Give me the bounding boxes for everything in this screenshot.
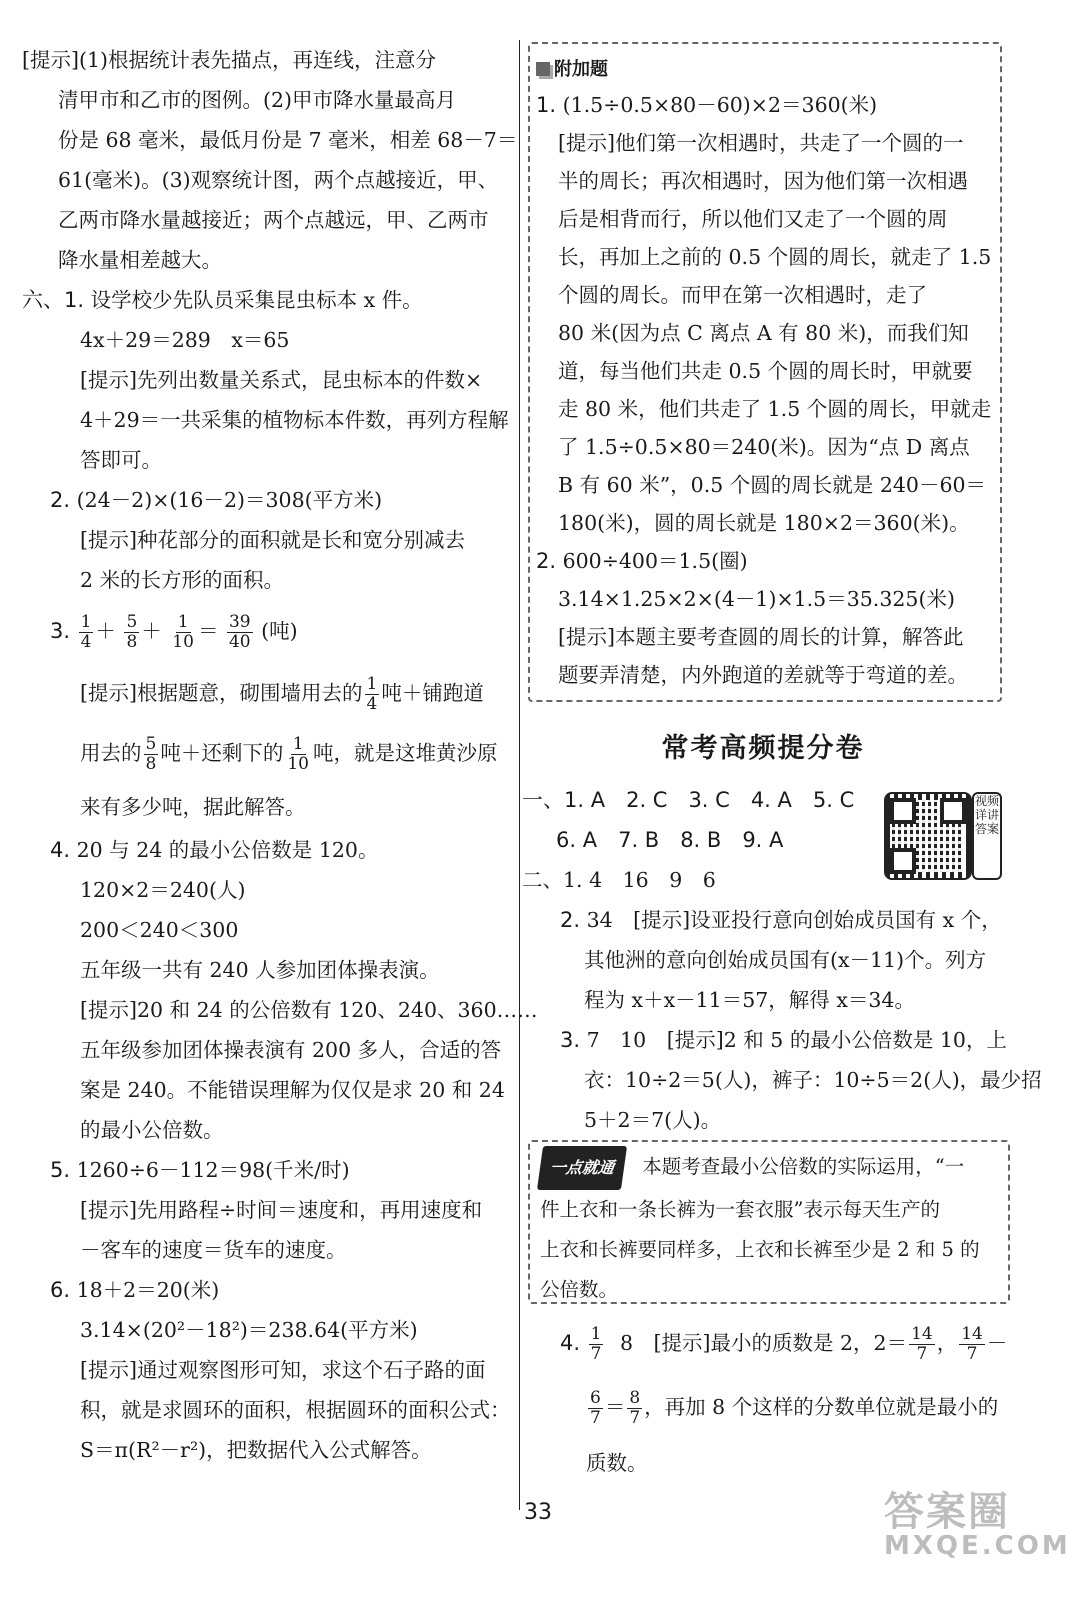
fraction: $\frac{1}{4}$ bbox=[366, 674, 378, 714]
text-line: [提示]先列出数量关系式，昆虫标本的件数× bbox=[80, 368, 483, 392]
fraction: $\frac{8}{7}$ bbox=[629, 1388, 641, 1428]
fraction: $\frac{39}{40}$ bbox=[228, 612, 251, 652]
text-line: 4＋29＝一共采集的植物标本件数，再列方程解 bbox=[80, 408, 509, 432]
tip-text: 上衣和长裤要同样多，上衣和长裤至少是 2 和 5 的 bbox=[540, 1238, 980, 1261]
text-line: S＝π(R²－r²)，把数据代入公式解答。 bbox=[80, 1438, 432, 1462]
watermark-url: MXQE.COM bbox=[884, 1531, 1071, 1561]
text-line: [提示]通过观察图形可知，求这个石子路的面 bbox=[80, 1358, 486, 1382]
text-line: 的最小公倍数。 bbox=[80, 1118, 224, 1142]
tip-content bbox=[540, 1146, 1000, 1310]
text-line: 半的周长；再次相遇时，因为他们第一次相遇 bbox=[558, 169, 968, 193]
text-line: 了 1.5÷0.5×80＝240(米)。因为“点 D 离点 bbox=[558, 435, 970, 459]
text-line: 五年级参加团体操表演有 200 多人，合适的答 bbox=[80, 1038, 502, 1062]
answer-label: 2. bbox=[50, 488, 71, 512]
answer-6 bbox=[22, 1270, 514, 1310]
qr-corner bbox=[940, 798, 966, 824]
text-line: 道，每当他们共走 0.5 个圆的周长时，甲就要 bbox=[558, 359, 973, 383]
text-line: 180(米)，圆的周长就是 180×2＝360(米)。 bbox=[558, 511, 970, 535]
section-answers bbox=[522, 780, 882, 900]
text-line: 乙两市降水量越接近；两个点越远，甲、乙两市 bbox=[58, 208, 489, 232]
page-number: 33 bbox=[524, 1500, 552, 1525]
qr-corner bbox=[890, 848, 916, 874]
tip-text: 公倍数。 bbox=[540, 1278, 619, 1301]
text-line: B 有 60 米”，0.5 个圆的周长就是 240－60＝ bbox=[558, 473, 987, 497]
text-line: 3.14×1.25×2×(4－1)×1.5＝35.325(米) bbox=[558, 587, 955, 611]
fraction: $\frac{1}{10}$ bbox=[172, 612, 194, 652]
text-span: ，再加 8 个这样的分数单位就是最小的 bbox=[644, 1395, 999, 1419]
text-line: 降水量相差越大。 bbox=[58, 248, 222, 272]
text-line: [提示]先用路程÷时间＝速度和，再用速度和 bbox=[80, 1198, 483, 1222]
text-line: 其他洲的意向创始成员国有(x－11)个。列方 bbox=[584, 948, 987, 972]
qr-corner bbox=[890, 798, 916, 824]
text-line: 4x＋29＝289 x＝65 bbox=[80, 328, 290, 352]
answer-text: 设学校少先队员采集昆虫标本 x 件。 bbox=[90, 288, 423, 312]
text-line: 后是相背而行，所以他们又走了一个圆的周 bbox=[558, 207, 948, 231]
right-column bbox=[536, 52, 1036, 694]
fraction: $\frac{1}{4}$ bbox=[80, 612, 92, 652]
text-span: 吨＋铺跑道 bbox=[381, 681, 484, 705]
text-line: 120×2＝240(人) bbox=[80, 878, 246, 902]
answer-label: 4. bbox=[50, 838, 71, 862]
answer-text: 18＋2＝20(米) bbox=[76, 1278, 220, 1302]
text-line: 来有多少吨，据此解答。 bbox=[80, 795, 306, 819]
text-line: 80 米(因为点 C 离点 A 有 80 米)，而我们知 bbox=[558, 321, 969, 345]
section-answers-2 bbox=[560, 900, 1042, 1140]
text-line: 积，就是求圆环的面积，根据圆环的面积公式： bbox=[80, 1398, 511, 1422]
text-line: －客车的速度＝货车的速度。 bbox=[80, 1238, 347, 1262]
text-line: [提示]20 和 24 的公倍数有 120、240、360…… bbox=[80, 998, 538, 1022]
answer-text: 1260÷6－112＝98(千米/时) bbox=[76, 1158, 350, 1182]
answer-text: (24－2)×(16－2)＝308(平方米) bbox=[76, 488, 383, 512]
text-line: 质数。 bbox=[586, 1451, 648, 1475]
text-line: [提示]他们第一次相遇时，共走了一个圆的一 bbox=[558, 131, 964, 155]
fraction: $\frac{14}{7}$ bbox=[961, 1324, 983, 1364]
text-line: 题要弄清楚，内外跑道的差就等于弯道的差。 bbox=[558, 663, 968, 687]
text-line: 清甲市和乙市的图例。(2)甲市降水量最高月 bbox=[58, 88, 457, 112]
qr-code[interactable] bbox=[884, 792, 972, 880]
text-span: [提示]根据题意，砌围墙用去的 bbox=[80, 681, 363, 705]
answer-label: 六、1. bbox=[22, 288, 85, 312]
answer-5 bbox=[22, 1150, 514, 1190]
answer-3 bbox=[560, 1020, 1020, 1060]
answer-4: 4. $\frac{1}{7}$ 8 [提示]最小的质数是 2，2＝ $\frac{14}{7}$ ， $\frac{14}{7}$ － bbox=[560, 1324, 1008, 1364]
text-line: 个圆的周长。而甲在第一次相遇时，走了 bbox=[558, 283, 927, 307]
fraction: $\frac{1}{7}$ bbox=[590, 1324, 602, 1364]
answer-6-1 bbox=[22, 280, 514, 320]
watermark-logo-text: 答案圈 bbox=[884, 1489, 1010, 1535]
fraction: $\frac{6}{7}$ bbox=[590, 1388, 601, 1428]
text-line: 案是 240。不能错误理解为仅仅是求 20 和 24 bbox=[80, 1078, 505, 1102]
text-line: 200＜240＜300 bbox=[80, 918, 239, 942]
answer-4 bbox=[22, 830, 514, 870]
bonus-header bbox=[536, 52, 1036, 86]
bonus-q2 bbox=[536, 542, 1036, 580]
text-line: 61(毫米)。(3)观察统计图，两个点越接近，甲、 bbox=[58, 168, 499, 192]
text-span: 8 [提示]最小的质数是 2，2＝ bbox=[619, 1331, 908, 1355]
answer-label: 5. bbox=[50, 1158, 71, 1182]
text-line: 答即可。 bbox=[80, 448, 162, 472]
fraction: $\frac{5}{8}$ bbox=[145, 734, 157, 774]
answer-2 bbox=[560, 900, 1020, 940]
watermark bbox=[884, 1480, 1071, 1561]
text-line: [提示]本题主要考查圆的周长的计算，解答此 bbox=[558, 625, 964, 649]
text-line: 长，再加上之前的 0.5 个圆的周长，就走了 1.5 bbox=[558, 245, 992, 269]
answer-label: 1. bbox=[536, 93, 557, 117]
answer-text: 20 与 24 的最小公倍数是 120。 bbox=[76, 838, 379, 862]
text-line: 五年级一共有 240 人参加团体操表演。 bbox=[80, 958, 440, 982]
answer-label: 6. bbox=[50, 1278, 71, 1302]
qr-label: 视频详讲答案 bbox=[972, 792, 1002, 880]
answer-row: 二、1. 4 16 9 6 bbox=[522, 868, 716, 892]
text-line: 程为 x＋x－11＝57，解得 x＝34。 bbox=[584, 988, 915, 1012]
text-line: [提示](1)根据统计表先描点，再连线，注意分 bbox=[22, 48, 437, 72]
text-span: 吨，就是这堆黄沙原 bbox=[312, 741, 498, 765]
text-line: [提示]种花部分的面积就是长和宽分别减去 bbox=[80, 528, 465, 552]
fraction: $\frac{14}{7}$ bbox=[911, 1324, 933, 1364]
column-divider bbox=[519, 40, 520, 1510]
text-line: 走 80 米，他们共走了 1.5 个圆的周长，甲就走 bbox=[558, 397, 992, 421]
square-icon bbox=[536, 62, 550, 76]
text-line: 衣：10÷2＝5(人)，裤子：10÷5＝2(人)，最少招 bbox=[584, 1068, 1042, 1092]
answer-2 bbox=[22, 480, 514, 520]
tip-text: 件上衣和一条长裤为一套衣服”表示每天生产的 bbox=[540, 1198, 940, 1221]
unit: (吨) bbox=[261, 619, 298, 643]
section-title: 常考高频提分卷 bbox=[661, 733, 865, 764]
answer-label: 3. bbox=[560, 1028, 581, 1052]
text-line bbox=[22, 722, 514, 784]
answer-label: 2. bbox=[560, 908, 581, 932]
bonus-title: 附加题 bbox=[554, 59, 608, 80]
tip-text: 本题考查最小公倍数的实际运用，“一 bbox=[642, 1155, 965, 1178]
text-line: 5＋2＝7(人)。 bbox=[584, 1108, 722, 1132]
answer-label: 3. bbox=[50, 619, 71, 643]
answer-4-block bbox=[560, 1316, 1020, 1488]
fraction: $\frac{5}{8}$ bbox=[126, 612, 138, 652]
text-line bbox=[22, 664, 514, 722]
answer-row: 6. A 7. B 8. B 9. A bbox=[556, 828, 784, 852]
text-line: 2 米的长方形的面积。 bbox=[80, 568, 285, 592]
tip-badge: 一点就通 bbox=[537, 1146, 627, 1190]
answer-text: 600÷400＝1.5(圈) bbox=[562, 549, 748, 573]
answer-label: 4. bbox=[560, 1331, 581, 1355]
answer-text: 7 10 [提示]2 和 5 的最小公倍数是 10，上 bbox=[586, 1028, 1007, 1052]
fraction: $\frac{1}{10}$ bbox=[287, 734, 309, 774]
text-span: 吨＋还剩下的 bbox=[160, 741, 284, 765]
answer-3: 3. $\frac{1}{4}$ ＋ $\frac{5}{8}$ ＋ $\frac{1}{10}$ ＝ $\frac{39}{40}$ (吨) bbox=[50, 612, 298, 652]
text-line: $\frac{6}{7}$ ＝ $\frac{8}{7}$ ，再加 8 个这样的分数单位就是最小的 bbox=[590, 1388, 999, 1428]
answer-row: 一、1. A 2. C 3. C 4. A 5. C bbox=[522, 788, 855, 812]
text-line: 份是 68 毫米，最低月份是 7 毫米，相差 68－7＝ bbox=[58, 128, 518, 152]
tip-first-line bbox=[540, 1146, 1000, 1190]
text-span: 用去的 bbox=[80, 741, 142, 765]
bonus-q1 bbox=[536, 86, 1036, 124]
left-column bbox=[22, 40, 538, 1470]
answer-text: 34 [提示]设亚投行意向创始成员国有 x 个， bbox=[586, 908, 1002, 932]
text-line: 3.14×(20²－18²)＝238.64(平方米) bbox=[80, 1318, 418, 1342]
answer-text: (1.5÷0.5×80－60)×2＝360(米) bbox=[562, 93, 878, 117]
answer-label: 2. bbox=[536, 549, 557, 573]
